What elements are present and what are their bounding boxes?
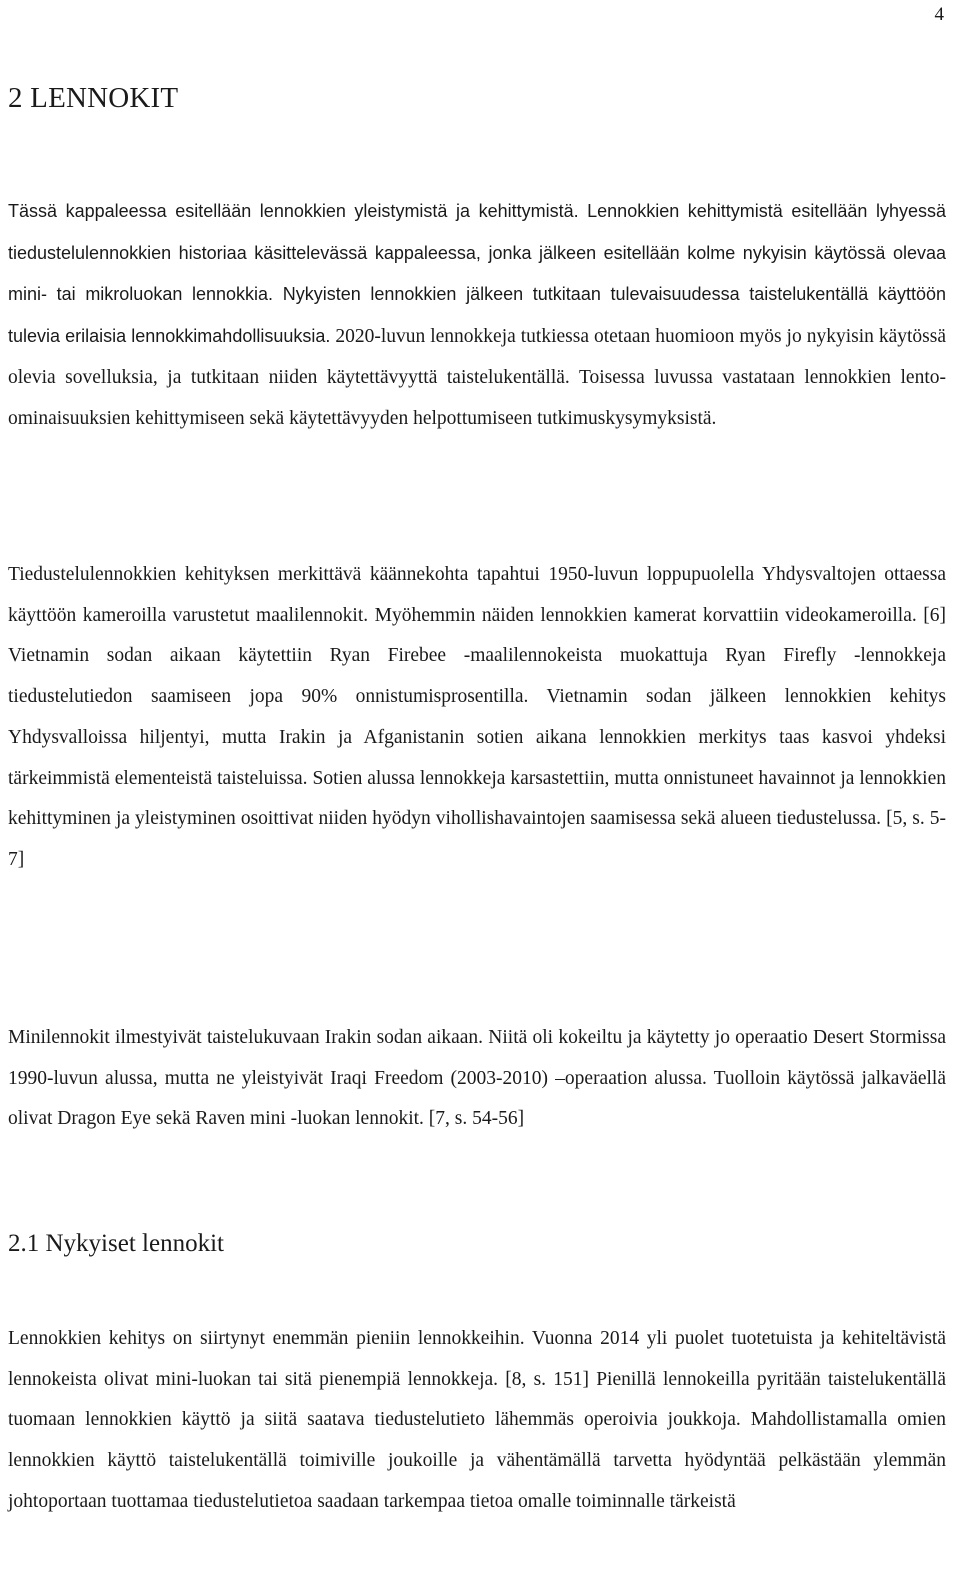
intro-paragraph: [8, 191, 946, 439]
section-heading: 2.1 Nykyiset lennokit: [8, 1230, 224, 1257]
intro-paragraph-serif-part: 2020-luvun lennokkeja tutkiessa otetaan huomioon myös jo nykyisin käytössä olevia sovelluksia, ja tutkitaan niiden käytettävyyttä taistelukentällä. Toisessa luvussa vastataan lennokkien lento-ominaisuuksien kehittymiseen sekä käytettävyyden helpottumiseen tutkimuskysymyksistä.: [8, 326, 946, 429]
intro-paragraph-sans-part: Tässä kappaleessa esitellään lennokkien yleistymistä ja kehittymistä. Lennokkien kehittymistä esitellään lyhyessä tiedustelulennokkien historiaa käsittelevässä kappaleessa, jonka jälkeen esitellään kolme nykyisin käytössä olevaa mini- tai mikroluokan lennokkia. Nykyisten lennokkien jälkeen tutkitaan tulevaisuudessa taistelukentällä käyttöön tulevia erilaisia lennokkimahdollisuuksia.: [8, 201, 946, 347]
history-paragraph: Tiedustelulennokkien kehityksen merkittävä käännekohta tapahtui 1950-luvun loppupuolella Yhdysvaltojen ottaessa käyttöön kameroilla varustetut maalilennokit. Myöhemmin näiden lennokkien kamerat korvattiin videokameroilla. [6] Vietnamin sodan aikaan käytettiin Ryan Firebee -maalilennokeista muokattuja Ryan Firefly -lennokkeja tiedustelutiedon saamiseen jopa 90% onnistumisprosentilla. Vietnamin sodan jälkeen lennokkien kehitys Yhdysvalloissa hiljentyi, mutta Irakin ja Afganistanin sotien aikana lennokkien merkitys taas kasvoi yhdeksi tärkeimmistä elementeistä taisteluissa. Sotien alussa lennokkeja karsastettiin, mutta onnistuneet havainnot ja lennokkien kehittyminen ja yleistyminen osoittivat niiden hyödyn vihollishavaintojen saamisessa sekä alueen tiedustelussa. [5, s. 5-7]: [8, 564, 946, 870]
chapter-heading: 2 LENNOKIT: [8, 82, 179, 114]
mini-drones-paragraph: Minilennokit ilmestyivät taistelukuvaan Irakin sodan aikaan. Niitä oli kokeiltu ja käytetty jo operaatio Desert Stormissa 1990-luvun alussa, mutta ne yleistyivät Iraqi Freedom (2003-2010) –operaation alussa. Tuolloin käytössä jalkaväellä olivat Dragon Eye sekä Raven mini -luokan lennokit. [7, s. 54-56]: [8, 1027, 946, 1130]
current-drones-paragraph: Lennokkien kehitys on siirtynyt enemmän pieniin lennokkeihin. Vuonna 2014 yli puolet tuotetuista ja kehiteltävistä lennokeista olivat mini-luokan tai sitä pienempiä lennokkeja. [8, s. 151] Pienillä lennokeilla pyritään taistelukentällä tuomaan lennokkien käyttö ja siitä saatava tiedustelutieto lähemmäs operoivia joukkoja. Mahdollistamalla omien lennokkien käyttö taistelukentällä toimiville joukoille ja vähentämällä tarvetta hyödyntää pelkästään ylemmän johtoportaan tuottamaa tiedustelutietoa saadaan tarkempaa tietoa omalle toiminnalle tärkeistä: [8, 1328, 946, 1512]
page-number: 4: [934, 4, 944, 25]
